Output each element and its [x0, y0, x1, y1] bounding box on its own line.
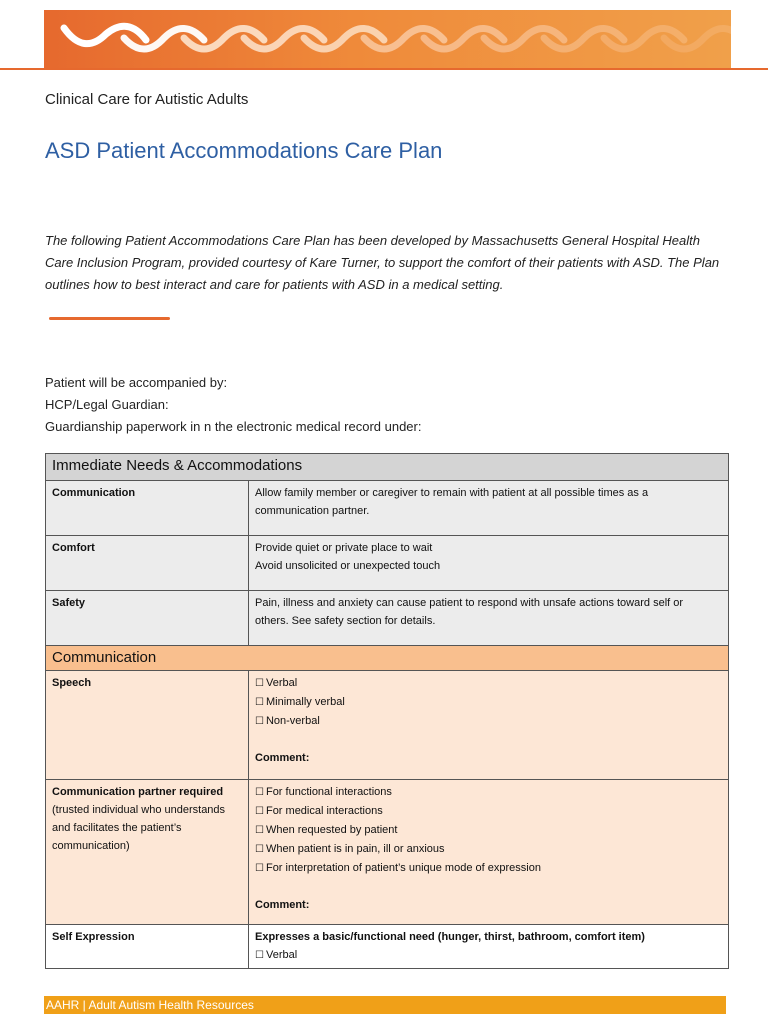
checkbox-icon[interactable]: ☐	[255, 678, 264, 689]
checkbox-icon[interactable]: ☐	[255, 787, 264, 798]
table-row	[46, 536, 729, 591]
row-label: Communication partner required	[52, 786, 224, 798]
section-title: Communication	[46, 646, 729, 671]
row-content	[249, 591, 729, 646]
table-row	[46, 925, 729, 969]
table-row	[46, 481, 729, 536]
row-line: communication partner.	[255, 505, 370, 517]
checkbox-icon[interactable]: ☐	[255, 844, 264, 855]
option-label: When patient is in pain, ill or anxious	[265, 843, 445, 855]
row-label: Communication	[46, 481, 249, 536]
row-label-note: (trusted individual who understands and facilitates the patient’s communication)	[52, 804, 226, 852]
option-label: For interpretation of patient’s unique mode of expression	[265, 862, 541, 874]
accompanied-by-label: Patient will be accompanied by:	[45, 375, 228, 390]
section-header-immediate	[46, 454, 729, 481]
section-title: Immediate Needs & Accommodations	[46, 454, 729, 481]
option-label: Non-verbal	[265, 715, 320, 727]
checkbox-option[interactable]	[255, 821, 722, 840]
header-rule	[0, 68, 768, 70]
comment-label: Comment:	[255, 752, 310, 764]
option-label: Verbal	[265, 949, 298, 961]
checkbox-icon[interactable]: ☐	[255, 863, 264, 874]
checkbox-option[interactable]	[255, 693, 722, 712]
comment-label: Comment:	[255, 899, 310, 911]
checkbox-icon[interactable]: ☐	[255, 716, 264, 727]
checkbox-option[interactable]	[255, 859, 722, 878]
table-row	[46, 671, 729, 780]
care-plan-table	[45, 453, 729, 969]
row-label-self-expression: Self Expression	[46, 925, 249, 969]
row-line: Provide quiet or private place to wait	[255, 542, 433, 554]
checkbox-icon[interactable]: ☐	[255, 950, 264, 961]
option-label: When requested by patient	[265, 824, 398, 836]
footer-bar: AAHR | Adult Autism Health Resources	[44, 996, 726, 1014]
row-content	[249, 671, 729, 780]
row-label-speech: Speech	[46, 671, 249, 780]
checkbox-icon[interactable]: ☐	[255, 825, 264, 836]
row-line: Allow family member or caregiver to remain with patient at all possible times as a	[255, 487, 649, 499]
table-row	[46, 591, 729, 646]
row-label-partner	[46, 780, 249, 925]
checkbox-option[interactable]	[255, 674, 722, 693]
checkbox-option[interactable]	[255, 712, 722, 731]
row-heading: Expresses a basic/functional need (hunger, thirst, bathroom, comfort item)	[255, 931, 645, 943]
row-content	[249, 925, 729, 969]
guardian-label: HCP/Legal Guardian:	[45, 397, 169, 412]
checkbox-option[interactable]	[255, 946, 722, 965]
intro-paragraph: The following Patient Accommodations Care Plan has been developed by Massachusetts General Hospital Health Care Inclusion Program, provided courtesy of Kare Turner, to support the comfort of their patients with ASD. The Plan outlines how to best interact and care for patients with ASD in a medical setting.	[45, 233, 720, 292]
row-content	[249, 481, 729, 536]
row-label: Comfort	[46, 536, 249, 591]
kicker-text: Clinical Care for Autistic Adults	[45, 91, 249, 108]
option-label: For functional interactions	[265, 786, 392, 798]
patient-info	[45, 372, 421, 438]
row-line: Avoid unsolicited or unexpected touch	[255, 560, 441, 572]
checkbox-option[interactable]	[255, 802, 722, 821]
header-banner	[44, 10, 731, 68]
paperwork-label: Guardianship paperwork in n the electronic medical record under:	[45, 419, 422, 434]
row-content	[249, 536, 729, 591]
table-row	[46, 780, 729, 925]
checkbox-option[interactable]	[255, 840, 722, 859]
row-line: Pain, illness and anxiety can cause patient to respond with unsafe actions toward self or	[255, 597, 684, 609]
option-label: Minimally verbal	[265, 696, 345, 708]
section-header-communication	[46, 646, 729, 671]
row-content	[249, 780, 729, 925]
row-line: others. See safety section for details.	[255, 615, 436, 627]
checkbox-icon[interactable]: ☐	[255, 697, 264, 708]
chain-pattern-graphic	[44, 10, 731, 68]
accent-divider	[49, 317, 170, 320]
option-label: Verbal	[265, 677, 298, 689]
page-title: ASD Patient Accommodations Care Plan	[45, 138, 443, 163]
checkbox-option[interactable]	[255, 783, 722, 802]
option-label: For medical interactions	[265, 805, 383, 817]
checkbox-icon[interactable]: ☐	[255, 806, 264, 817]
row-label: Safety	[46, 591, 249, 646]
